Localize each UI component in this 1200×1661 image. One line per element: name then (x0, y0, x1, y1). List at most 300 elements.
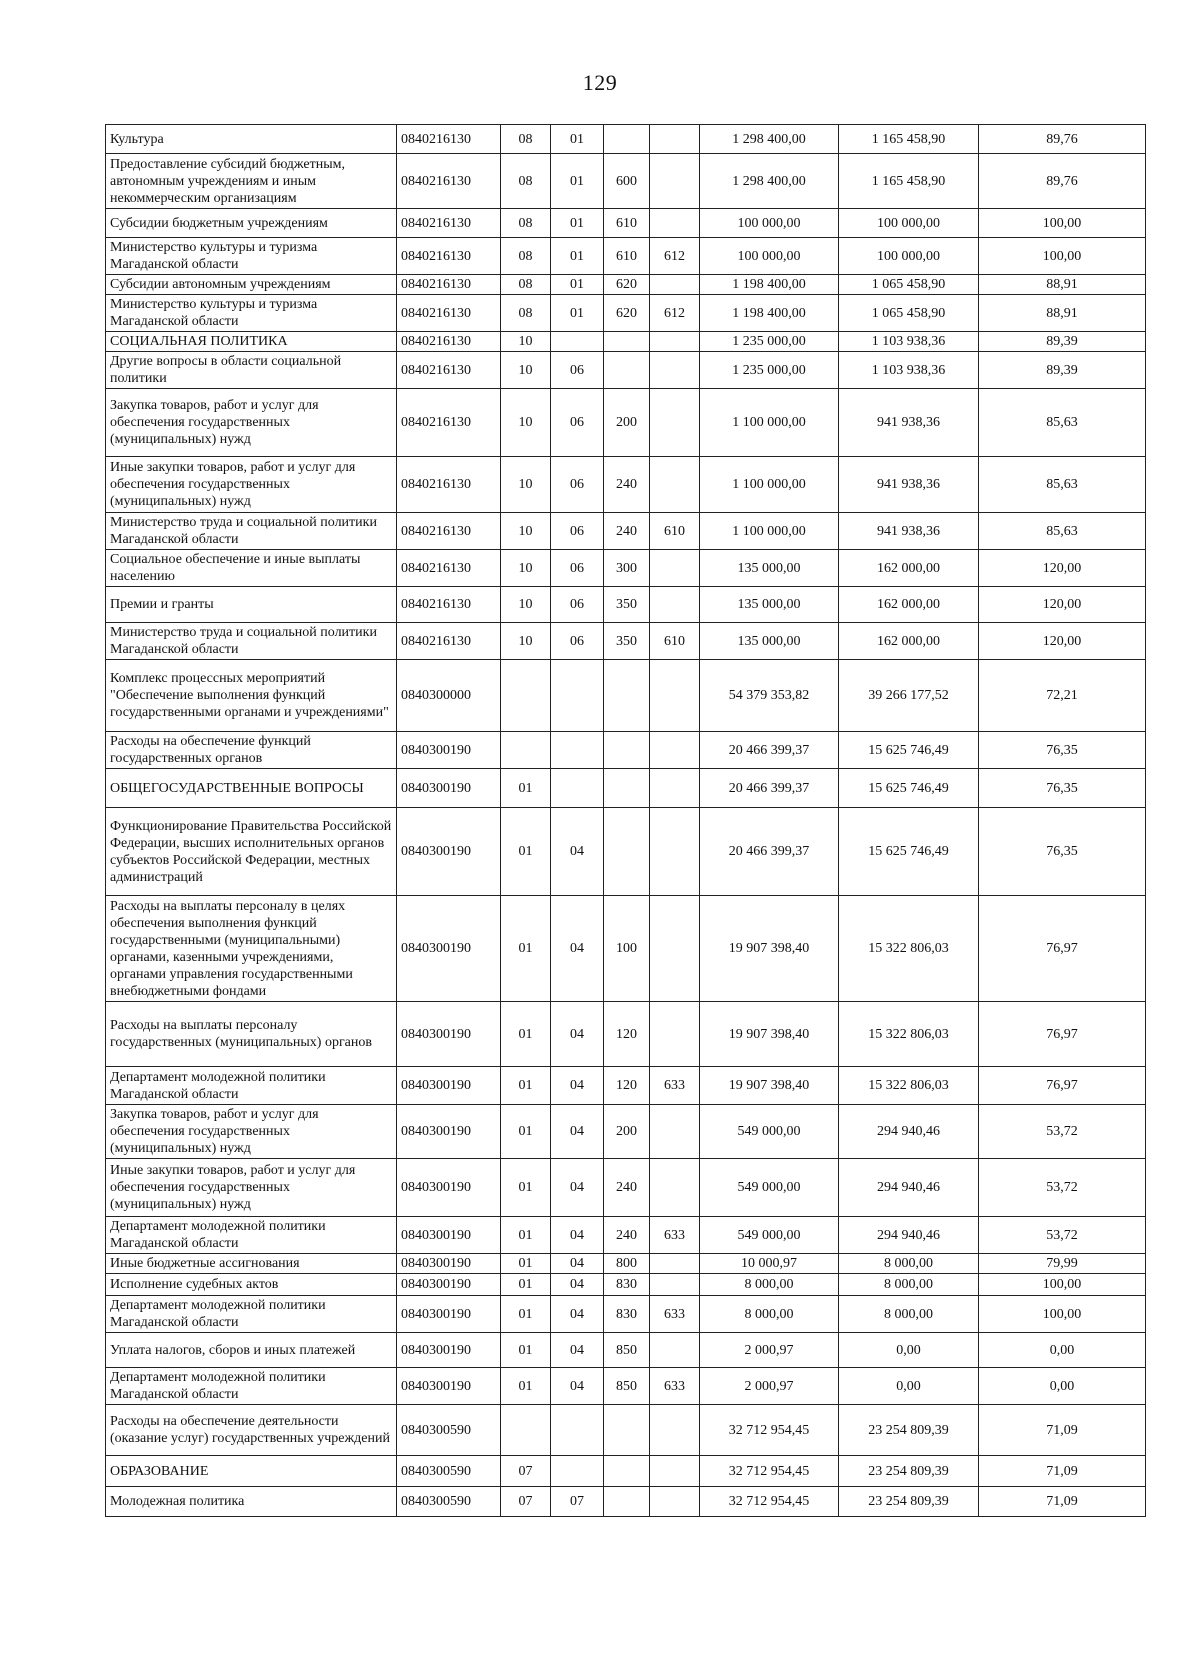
subsection-cell: 06 (551, 513, 604, 550)
target-article-cell: 0840216130 (397, 154, 501, 209)
planned-amount-cell: 32 712 954,45 (700, 1487, 839, 1517)
row-name-cell: Расходы на выплаты персоналу государственных (муниципальных) органов (106, 1002, 397, 1067)
subsection-cell: 04 (551, 1368, 604, 1405)
table-row (106, 1067, 1146, 1105)
administrator-cell: 633 (650, 1217, 700, 1254)
section-cell: 01 (501, 1159, 551, 1217)
administrator-cell (650, 275, 700, 295)
administrator-cell (650, 732, 700, 769)
expense-type-cell: 850 (604, 1368, 650, 1405)
actual-amount-cell: 8 000,00 (839, 1296, 979, 1333)
row-name-cell: Министерство культуры и туризма Магаданской области (106, 295, 397, 332)
section-cell: 10 (501, 352, 551, 389)
section-cell: 01 (501, 896, 551, 1002)
row-name-cell: Закупка товаров, работ и услуг для обеспечения государственных (муниципальных) нужд (106, 389, 397, 457)
planned-amount-cell: 32 712 954,45 (700, 1405, 839, 1456)
administrator-cell (650, 1333, 700, 1368)
table-row (106, 1487, 1146, 1517)
row-name-cell: Исполнение судебных актов (106, 1274, 397, 1296)
execution-percent-cell: 76,97 (979, 1067, 1146, 1105)
subsection-cell: 04 (551, 1159, 604, 1217)
expense-type-cell: 120 (604, 1002, 650, 1067)
execution-percent-cell: 85,63 (979, 457, 1146, 513)
subsection-cell (551, 1405, 604, 1456)
expense-type-cell (604, 769, 650, 808)
subsection-cell (551, 769, 604, 808)
actual-amount-cell: 15 322 806,03 (839, 1067, 979, 1105)
section-cell: 10 (501, 457, 551, 513)
row-name-cell: ОБЩЕГОСУДАРСТВЕННЫЕ ВОПРОСЫ (106, 769, 397, 808)
administrator-cell (650, 1274, 700, 1296)
actual-amount-cell: 15 322 806,03 (839, 896, 979, 1002)
row-name-cell: Расходы на обеспечение функций государственных органов (106, 732, 397, 769)
table-row (106, 660, 1146, 732)
subsection-cell: 06 (551, 352, 604, 389)
actual-amount-cell: 15 625 746,49 (839, 808, 979, 896)
execution-percent-cell: 100,00 (979, 238, 1146, 275)
actual-amount-cell: 1 065 458,90 (839, 295, 979, 332)
target-article-cell: 0840300190 (397, 1067, 501, 1105)
table-body (106, 125, 1146, 1517)
target-article-cell: 0840300590 (397, 1456, 501, 1487)
row-name-cell: Иные бюджетные ассигнования (106, 1254, 397, 1274)
table-row (106, 238, 1146, 275)
planned-amount-cell: 1 198 400,00 (700, 295, 839, 332)
expense-type-cell (604, 1405, 650, 1456)
target-article-cell: 0840216130 (397, 623, 501, 660)
row-name-cell: Уплата налогов, сборов и иных платежей (106, 1333, 397, 1368)
target-article-cell: 0840300190 (397, 732, 501, 769)
execution-percent-cell: 53,72 (979, 1159, 1146, 1217)
administrator-cell (650, 1456, 700, 1487)
section-cell: 01 (501, 808, 551, 896)
actual-amount-cell: 294 940,46 (839, 1159, 979, 1217)
execution-percent-cell: 120,00 (979, 587, 1146, 623)
administrator-cell: 633 (650, 1296, 700, 1333)
planned-amount-cell: 2 000,97 (700, 1368, 839, 1405)
row-name-cell: Иные закупки товаров, работ и услуг для обеспечения государственных (муниципальных) нужд (106, 1159, 397, 1217)
section-cell: 10 (501, 513, 551, 550)
execution-percent-cell: 89,39 (979, 352, 1146, 389)
section-cell: 08 (501, 275, 551, 295)
expense-type-cell (604, 808, 650, 896)
target-article-cell: 0840216130 (397, 125, 501, 154)
actual-amount-cell: 100 000,00 (839, 238, 979, 275)
actual-amount-cell: 941 938,36 (839, 389, 979, 457)
planned-amount-cell: 135 000,00 (700, 587, 839, 623)
planned-amount-cell: 549 000,00 (700, 1159, 839, 1217)
section-cell: 01 (501, 1368, 551, 1405)
section-cell: 10 (501, 550, 551, 587)
table-row (106, 154, 1146, 209)
actual-amount-cell: 162 000,00 (839, 587, 979, 623)
table-row (106, 209, 1146, 238)
expense-type-cell: 350 (604, 623, 650, 660)
administrator-cell (650, 808, 700, 896)
section-cell (501, 732, 551, 769)
planned-amount-cell: 135 000,00 (700, 623, 839, 660)
target-article-cell: 0840300190 (397, 1333, 501, 1368)
expense-type-cell: 620 (604, 275, 650, 295)
table-row (106, 623, 1146, 660)
page-number: 129 (582, 70, 618, 95)
execution-percent-cell: 89,76 (979, 154, 1146, 209)
target-article-cell: 0840300000 (397, 660, 501, 732)
section-cell (501, 660, 551, 732)
table-row (106, 732, 1146, 769)
actual-amount-cell: 0,00 (839, 1333, 979, 1368)
execution-percent-cell: 76,97 (979, 1002, 1146, 1067)
expense-type-cell (604, 352, 650, 389)
execution-percent-cell: 100,00 (979, 1274, 1146, 1296)
subsection-cell: 01 (551, 125, 604, 154)
subsection-cell: 06 (551, 623, 604, 660)
execution-percent-cell: 89,39 (979, 332, 1146, 352)
actual-amount-cell: 0,00 (839, 1368, 979, 1405)
planned-amount-cell: 1 235 000,00 (700, 332, 839, 352)
expense-type-cell: 240 (604, 1159, 650, 1217)
subsection-cell: 01 (551, 275, 604, 295)
subsection-cell (551, 732, 604, 769)
target-article-cell: 0840300190 (397, 808, 501, 896)
execution-percent-cell: 76,35 (979, 808, 1146, 896)
subsection-cell (551, 332, 604, 352)
actual-amount-cell: 162 000,00 (839, 623, 979, 660)
planned-amount-cell: 10 000,97 (700, 1254, 839, 1274)
row-name-cell: ОБРАЗОВАНИЕ (106, 1456, 397, 1487)
administrator-cell (650, 332, 700, 352)
table-row (106, 1254, 1146, 1274)
execution-percent-cell: 79,99 (979, 1254, 1146, 1274)
target-article-cell: 0840216130 (397, 352, 501, 389)
administrator-cell: 610 (650, 623, 700, 660)
administrator-cell (650, 1487, 700, 1517)
expense-type-cell (604, 125, 650, 154)
table-row (106, 389, 1146, 457)
table-row (106, 1456, 1146, 1487)
section-cell: 08 (501, 238, 551, 275)
target-article-cell: 0840300190 (397, 1105, 501, 1159)
actual-amount-cell: 941 938,36 (839, 457, 979, 513)
planned-amount-cell: 8 000,00 (700, 1296, 839, 1333)
table-row (106, 1105, 1146, 1159)
actual-amount-cell: 15 625 746,49 (839, 732, 979, 769)
subsection-cell: 06 (551, 587, 604, 623)
target-article-cell: 0840216130 (397, 513, 501, 550)
section-cell: 10 (501, 587, 551, 623)
execution-percent-cell: 88,91 (979, 275, 1146, 295)
administrator-cell (650, 896, 700, 1002)
table-row (106, 1405, 1146, 1456)
execution-percent-cell: 71,09 (979, 1405, 1146, 1456)
table-row (106, 1217, 1146, 1254)
administrator-cell (650, 587, 700, 623)
section-cell: 01 (501, 1333, 551, 1368)
target-article-cell: 0840300590 (397, 1487, 501, 1517)
target-article-cell: 0840216130 (397, 332, 501, 352)
subsection-cell: 04 (551, 1254, 604, 1274)
expense-type-cell: 850 (604, 1333, 650, 1368)
execution-percent-cell: 100,00 (979, 209, 1146, 238)
subsection-cell: 04 (551, 1274, 604, 1296)
expense-type-cell: 610 (604, 209, 650, 238)
table-row (106, 1002, 1146, 1067)
actual-amount-cell: 8 000,00 (839, 1254, 979, 1274)
row-name-cell: Департамент молодежной политики Магаданской области (106, 1217, 397, 1254)
table-row (106, 1333, 1146, 1368)
section-cell: 01 (501, 1105, 551, 1159)
administrator-cell (650, 389, 700, 457)
row-name-cell: Департамент молодежной политики Магаданской области (106, 1368, 397, 1405)
planned-amount-cell: 100 000,00 (700, 209, 839, 238)
target-article-cell: 0840216130 (397, 389, 501, 457)
administrator-cell (650, 209, 700, 238)
planned-amount-cell: 19 907 398,40 (700, 896, 839, 1002)
section-cell: 01 (501, 1296, 551, 1333)
target-article-cell: 0840216130 (397, 275, 501, 295)
table-row (106, 1296, 1146, 1333)
administrator-cell (650, 1254, 700, 1274)
actual-amount-cell: 15 322 806,03 (839, 1002, 979, 1067)
planned-amount-cell: 1 100 000,00 (700, 389, 839, 457)
target-article-cell: 0840300190 (397, 1159, 501, 1217)
expense-type-cell: 240 (604, 1217, 650, 1254)
administrator-cell: 612 (650, 295, 700, 332)
subsection-cell: 01 (551, 209, 604, 238)
execution-percent-cell: 120,00 (979, 550, 1146, 587)
planned-amount-cell: 100 000,00 (700, 238, 839, 275)
planned-amount-cell: 32 712 954,45 (700, 1456, 839, 1487)
target-article-cell: 0840300590 (397, 1405, 501, 1456)
table-row (106, 457, 1146, 513)
row-name-cell: Министерство труда и социальной политики Магаданской области (106, 513, 397, 550)
actual-amount-cell: 1 065 458,90 (839, 275, 979, 295)
section-cell: 07 (501, 1456, 551, 1487)
table-row (106, 1274, 1146, 1296)
planned-amount-cell: 20 466 399,37 (700, 769, 839, 808)
administrator-cell (650, 154, 700, 209)
subsection-cell: 06 (551, 550, 604, 587)
target-article-cell: 0840216130 (397, 457, 501, 513)
section-cell: 01 (501, 1067, 551, 1105)
expense-type-cell (604, 332, 650, 352)
section-cell: 07 (501, 1487, 551, 1517)
subsection-cell: 04 (551, 1296, 604, 1333)
execution-percent-cell: 0,00 (979, 1368, 1146, 1405)
execution-percent-cell: 76,35 (979, 769, 1146, 808)
actual-amount-cell: 8 000,00 (839, 1274, 979, 1296)
section-cell: 08 (501, 125, 551, 154)
section-cell: 01 (501, 1217, 551, 1254)
actual-amount-cell: 15 625 746,49 (839, 769, 979, 808)
actual-amount-cell: 1 165 458,90 (839, 154, 979, 209)
subsection-cell: 04 (551, 1002, 604, 1067)
target-article-cell: 0840300190 (397, 769, 501, 808)
target-article-cell: 0840216130 (397, 238, 501, 275)
expense-type-cell: 600 (604, 154, 650, 209)
row-name-cell: Комплекс процессных мероприятий "Обеспечение выполнения функций государственными органами и учреждениями" (106, 660, 397, 732)
planned-amount-cell: 549 000,00 (700, 1217, 839, 1254)
row-name-cell: Культура (106, 125, 397, 154)
row-name-cell: Иные закупки товаров, работ и услуг для обеспечения государственных (муниципальных) нужд (106, 457, 397, 513)
target-article-cell: 0840300190 (397, 1274, 501, 1296)
execution-percent-cell: 120,00 (979, 623, 1146, 660)
administrator-cell: 633 (650, 1368, 700, 1405)
expense-type-cell: 240 (604, 457, 650, 513)
execution-percent-cell: 71,09 (979, 1487, 1146, 1517)
expense-type-cell: 800 (604, 1254, 650, 1274)
table-row (106, 550, 1146, 587)
subsection-cell: 04 (551, 1333, 604, 1368)
execution-percent-cell: 0,00 (979, 1333, 1146, 1368)
subsection-cell: 01 (551, 295, 604, 332)
subsection-cell: 04 (551, 1217, 604, 1254)
planned-amount-cell: 1 100 000,00 (700, 457, 839, 513)
target-article-cell: 0840216130 (397, 295, 501, 332)
subsection-cell (551, 1456, 604, 1487)
expense-type-cell (604, 732, 650, 769)
expense-type-cell: 610 (604, 238, 650, 275)
actual-amount-cell: 23 254 809,39 (839, 1487, 979, 1517)
planned-amount-cell: 19 907 398,40 (700, 1002, 839, 1067)
subsection-cell: 01 (551, 154, 604, 209)
actual-amount-cell: 941 938,36 (839, 513, 979, 550)
target-article-cell: 0840216130 (397, 209, 501, 238)
section-cell: 10 (501, 389, 551, 457)
administrator-cell: 633 (650, 1067, 700, 1105)
section-cell: 01 (501, 1002, 551, 1067)
target-article-cell: 0840300190 (397, 896, 501, 1002)
planned-amount-cell: 1 298 400,00 (700, 125, 839, 154)
section-cell: 01 (501, 769, 551, 808)
actual-amount-cell: 294 940,46 (839, 1105, 979, 1159)
expense-type-cell: 350 (604, 587, 650, 623)
row-name-cell: Закупка товаров, работ и услуг для обеспечения государственных (муниципальных) нужд (106, 1105, 397, 1159)
planned-amount-cell: 8 000,00 (700, 1274, 839, 1296)
actual-amount-cell: 23 254 809,39 (839, 1405, 979, 1456)
actual-amount-cell: 294 940,46 (839, 1217, 979, 1254)
expense-type-cell (604, 660, 650, 732)
row-name-cell: СОЦИАЛЬНАЯ ПОЛИТИКА (106, 332, 397, 352)
subsection-cell: 04 (551, 1105, 604, 1159)
execution-percent-cell: 85,63 (979, 389, 1146, 457)
planned-amount-cell: 19 907 398,40 (700, 1067, 839, 1105)
planned-amount-cell: 1 235 000,00 (700, 352, 839, 389)
actual-amount-cell: 39 266 177,52 (839, 660, 979, 732)
table-row (106, 769, 1146, 808)
administrator-cell (650, 1002, 700, 1067)
row-name-cell: Субсидии бюджетным учреждениям (106, 209, 397, 238)
target-article-cell: 0840216130 (397, 550, 501, 587)
table-row (106, 352, 1146, 389)
table-row (106, 275, 1146, 295)
expense-type-cell (604, 1487, 650, 1517)
execution-percent-cell: 76,35 (979, 732, 1146, 769)
execution-percent-cell: 100,00 (979, 1296, 1146, 1333)
row-name-cell: Расходы на обеспечение деятельности (оказание услуг) государственных учреждений (106, 1405, 397, 1456)
subsection-cell: 04 (551, 896, 604, 1002)
table-row (106, 587, 1146, 623)
section-cell: 08 (501, 154, 551, 209)
subsection-cell: 01 (551, 238, 604, 275)
row-name-cell: Министерство труда и социальной политики Магаданской области (106, 623, 397, 660)
execution-percent-cell: 53,72 (979, 1217, 1146, 1254)
row-name-cell: Министерство культуры и туризма Магаданской области (106, 238, 397, 275)
expense-type-cell: 240 (604, 513, 650, 550)
section-cell: 08 (501, 295, 551, 332)
row-name-cell: Молодежная политика (106, 1487, 397, 1517)
execution-percent-cell: 89,76 (979, 125, 1146, 154)
target-article-cell: 0840300190 (397, 1217, 501, 1254)
section-cell: 01 (501, 1274, 551, 1296)
administrator-cell: 612 (650, 238, 700, 275)
row-name-cell: Расходы на выплаты персоналу в целях обеспечения выполнения функций государственными (муниципальными) органами, казенными учреждениями, органами управления государственными внебюджетными фондами (106, 896, 397, 1002)
administrator-cell (650, 1105, 700, 1159)
execution-percent-cell: 76,97 (979, 896, 1146, 1002)
execution-percent-cell: 72,21 (979, 660, 1146, 732)
target-article-cell: 0840300190 (397, 1368, 501, 1405)
expense-type-cell: 830 (604, 1274, 650, 1296)
section-cell: 08 (501, 209, 551, 238)
table-row (106, 513, 1146, 550)
target-article-cell: 0840216130 (397, 587, 501, 623)
execution-percent-cell: 71,09 (979, 1456, 1146, 1487)
planned-amount-cell: 2 000,97 (700, 1333, 839, 1368)
subsection-cell: 04 (551, 808, 604, 896)
planned-amount-cell: 1 198 400,00 (700, 275, 839, 295)
section-cell: 01 (501, 1254, 551, 1274)
subsection-cell: 07 (551, 1487, 604, 1517)
administrator-cell (650, 457, 700, 513)
execution-percent-cell: 85,63 (979, 513, 1146, 550)
administrator-cell: 610 (650, 513, 700, 550)
row-name-cell: Социальное обеспечение и иные выплаты населению (106, 550, 397, 587)
budget-table (105, 124, 1146, 1517)
actual-amount-cell: 1 103 938,36 (839, 332, 979, 352)
subsection-cell: 06 (551, 457, 604, 513)
planned-amount-cell: 1 100 000,00 (700, 513, 839, 550)
execution-percent-cell: 53,72 (979, 1105, 1146, 1159)
section-cell: 10 (501, 623, 551, 660)
target-article-cell: 0840300190 (397, 1254, 501, 1274)
expense-type-cell: 120 (604, 1067, 650, 1105)
actual-amount-cell: 1 103 938,36 (839, 352, 979, 389)
planned-amount-cell: 1 298 400,00 (700, 154, 839, 209)
administrator-cell (650, 1405, 700, 1456)
actual-amount-cell: 100 000,00 (839, 209, 979, 238)
subsection-cell (551, 660, 604, 732)
table-row (106, 125, 1146, 154)
actual-amount-cell: 23 254 809,39 (839, 1456, 979, 1487)
table-row (106, 896, 1146, 1002)
administrator-cell (650, 1159, 700, 1217)
row-name-cell: Другие вопросы в области социальной политики (106, 352, 397, 389)
row-name-cell: Департамент молодежной политики Магаданской области (106, 1296, 397, 1333)
row-name-cell: Департамент молодежной политики Магаданской области (106, 1067, 397, 1105)
administrator-cell (650, 660, 700, 732)
planned-amount-cell: 135 000,00 (700, 550, 839, 587)
administrator-cell (650, 769, 700, 808)
row-name-cell: Функционирование Правительства Российской Федерации, высших исполнительных органов субъектов Российской Федерации, местных администраций (106, 808, 397, 896)
administrator-cell (650, 352, 700, 389)
table-row (106, 1159, 1146, 1217)
execution-percent-cell: 88,91 (979, 295, 1146, 332)
expense-type-cell: 200 (604, 1105, 650, 1159)
expense-type-cell: 200 (604, 389, 650, 457)
expense-type-cell: 300 (604, 550, 650, 587)
section-cell: 10 (501, 332, 551, 352)
table-row (106, 1368, 1146, 1405)
